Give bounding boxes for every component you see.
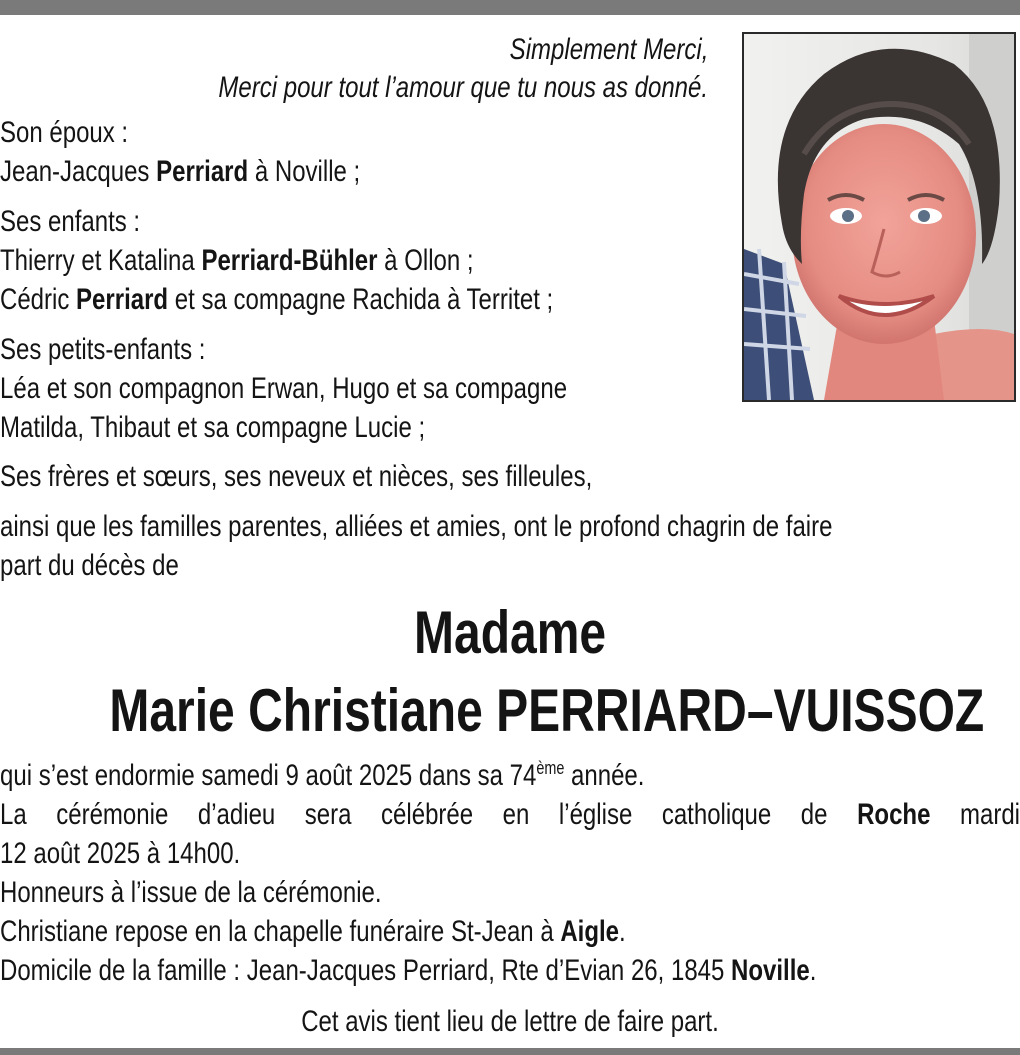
grandchildren-line-2: Matilda, Thibaut et sa compagne Lucie ; (0, 411, 426, 444)
spouse-line (0, 152, 360, 191)
families-line-1: ainsi que les familles parentes, alliées et amies, ont le profond chagrin de faire (0, 510, 833, 543)
grandchildren-heading: Ses petits-enfants : (0, 333, 206, 366)
children-heading: Ses enfants : (0, 205, 141, 238)
age-superscript: ème (536, 758, 565, 778)
closing-line: Cet avis tient lieu de lettre de faire part. (301, 1005, 719, 1038)
child-2-surname: Perriard (76, 283, 169, 316)
age-text-end: année. (571, 759, 645, 792)
honours-line: Honneurs à l’issue de la cérémonie. (0, 876, 382, 909)
deceased-title: Madame (413, 599, 607, 666)
child-1-place: à Ollon ; (384, 244, 474, 277)
families-line-2: part du décès de (0, 549, 179, 582)
grandchildren-line-1: Léa et son compagnon Erwan, Hugo et sa compagne (0, 372, 568, 405)
portrait-illustration (744, 34, 1014, 400)
children-line-1 (0, 241, 474, 280)
child-1-first-names: Thierry et Katalina (0, 244, 195, 277)
spouse-place: à Noville ; (254, 155, 361, 188)
child-1-surname: Perriard-Bühler (201, 244, 378, 277)
home-place: Noville (731, 954, 810, 987)
siblings-line: Ses frères et sœurs, ses neveux et nièces, ses filleules, (0, 460, 593, 493)
age-line (0, 756, 644, 795)
rest-text: Christiane repose en la chapelle funéraire St-Jean à (0, 915, 554, 948)
home-text: Domicile de la famille : Jean-Jacques Perriard, Rte d’Evian 26, 1845 (0, 954, 725, 987)
spouse-first-name: Jean-Jacques (0, 155, 150, 188)
deceased-name: Marie Christiane PERRIARD–VUISSOZ (109, 677, 985, 744)
rest-line (0, 912, 626, 951)
portrait-photo (742, 32, 1016, 402)
quote-line-1: Simplement Merci, (509, 33, 708, 66)
age-text: qui s’est endormie samedi 9 août 2025 dans sa 74 (0, 759, 537, 792)
quote-line-2: Merci pour tout l’amour que tu nous as donné. (218, 71, 708, 104)
rest-end: . (619, 915, 626, 948)
ceremony-text: La cérémonie d’adieu sera célébrée en l’église catholique de (0, 798, 828, 831)
ceremony-date: 12 août 2025 à 14h00. (0, 837, 241, 870)
ceremony-line (0, 795, 1020, 834)
top-rule (0, 0, 1020, 15)
ceremony-place: Roche (857, 798, 931, 831)
child-2-first-name: Cédric (0, 283, 70, 316)
spouse-heading: Son époux : (0, 116, 129, 149)
rest-place: Aigle (560, 915, 620, 948)
spouse-surname: Perriard (156, 155, 249, 188)
children-line-2 (0, 280, 553, 319)
child-2-rest: et sa compagne Rachida à Territet ; (174, 283, 554, 316)
home-line (0, 951, 816, 990)
ceremony-day: mardi (959, 798, 1020, 831)
home-end: . (809, 954, 817, 987)
bottom-rule (0, 1048, 1020, 1055)
